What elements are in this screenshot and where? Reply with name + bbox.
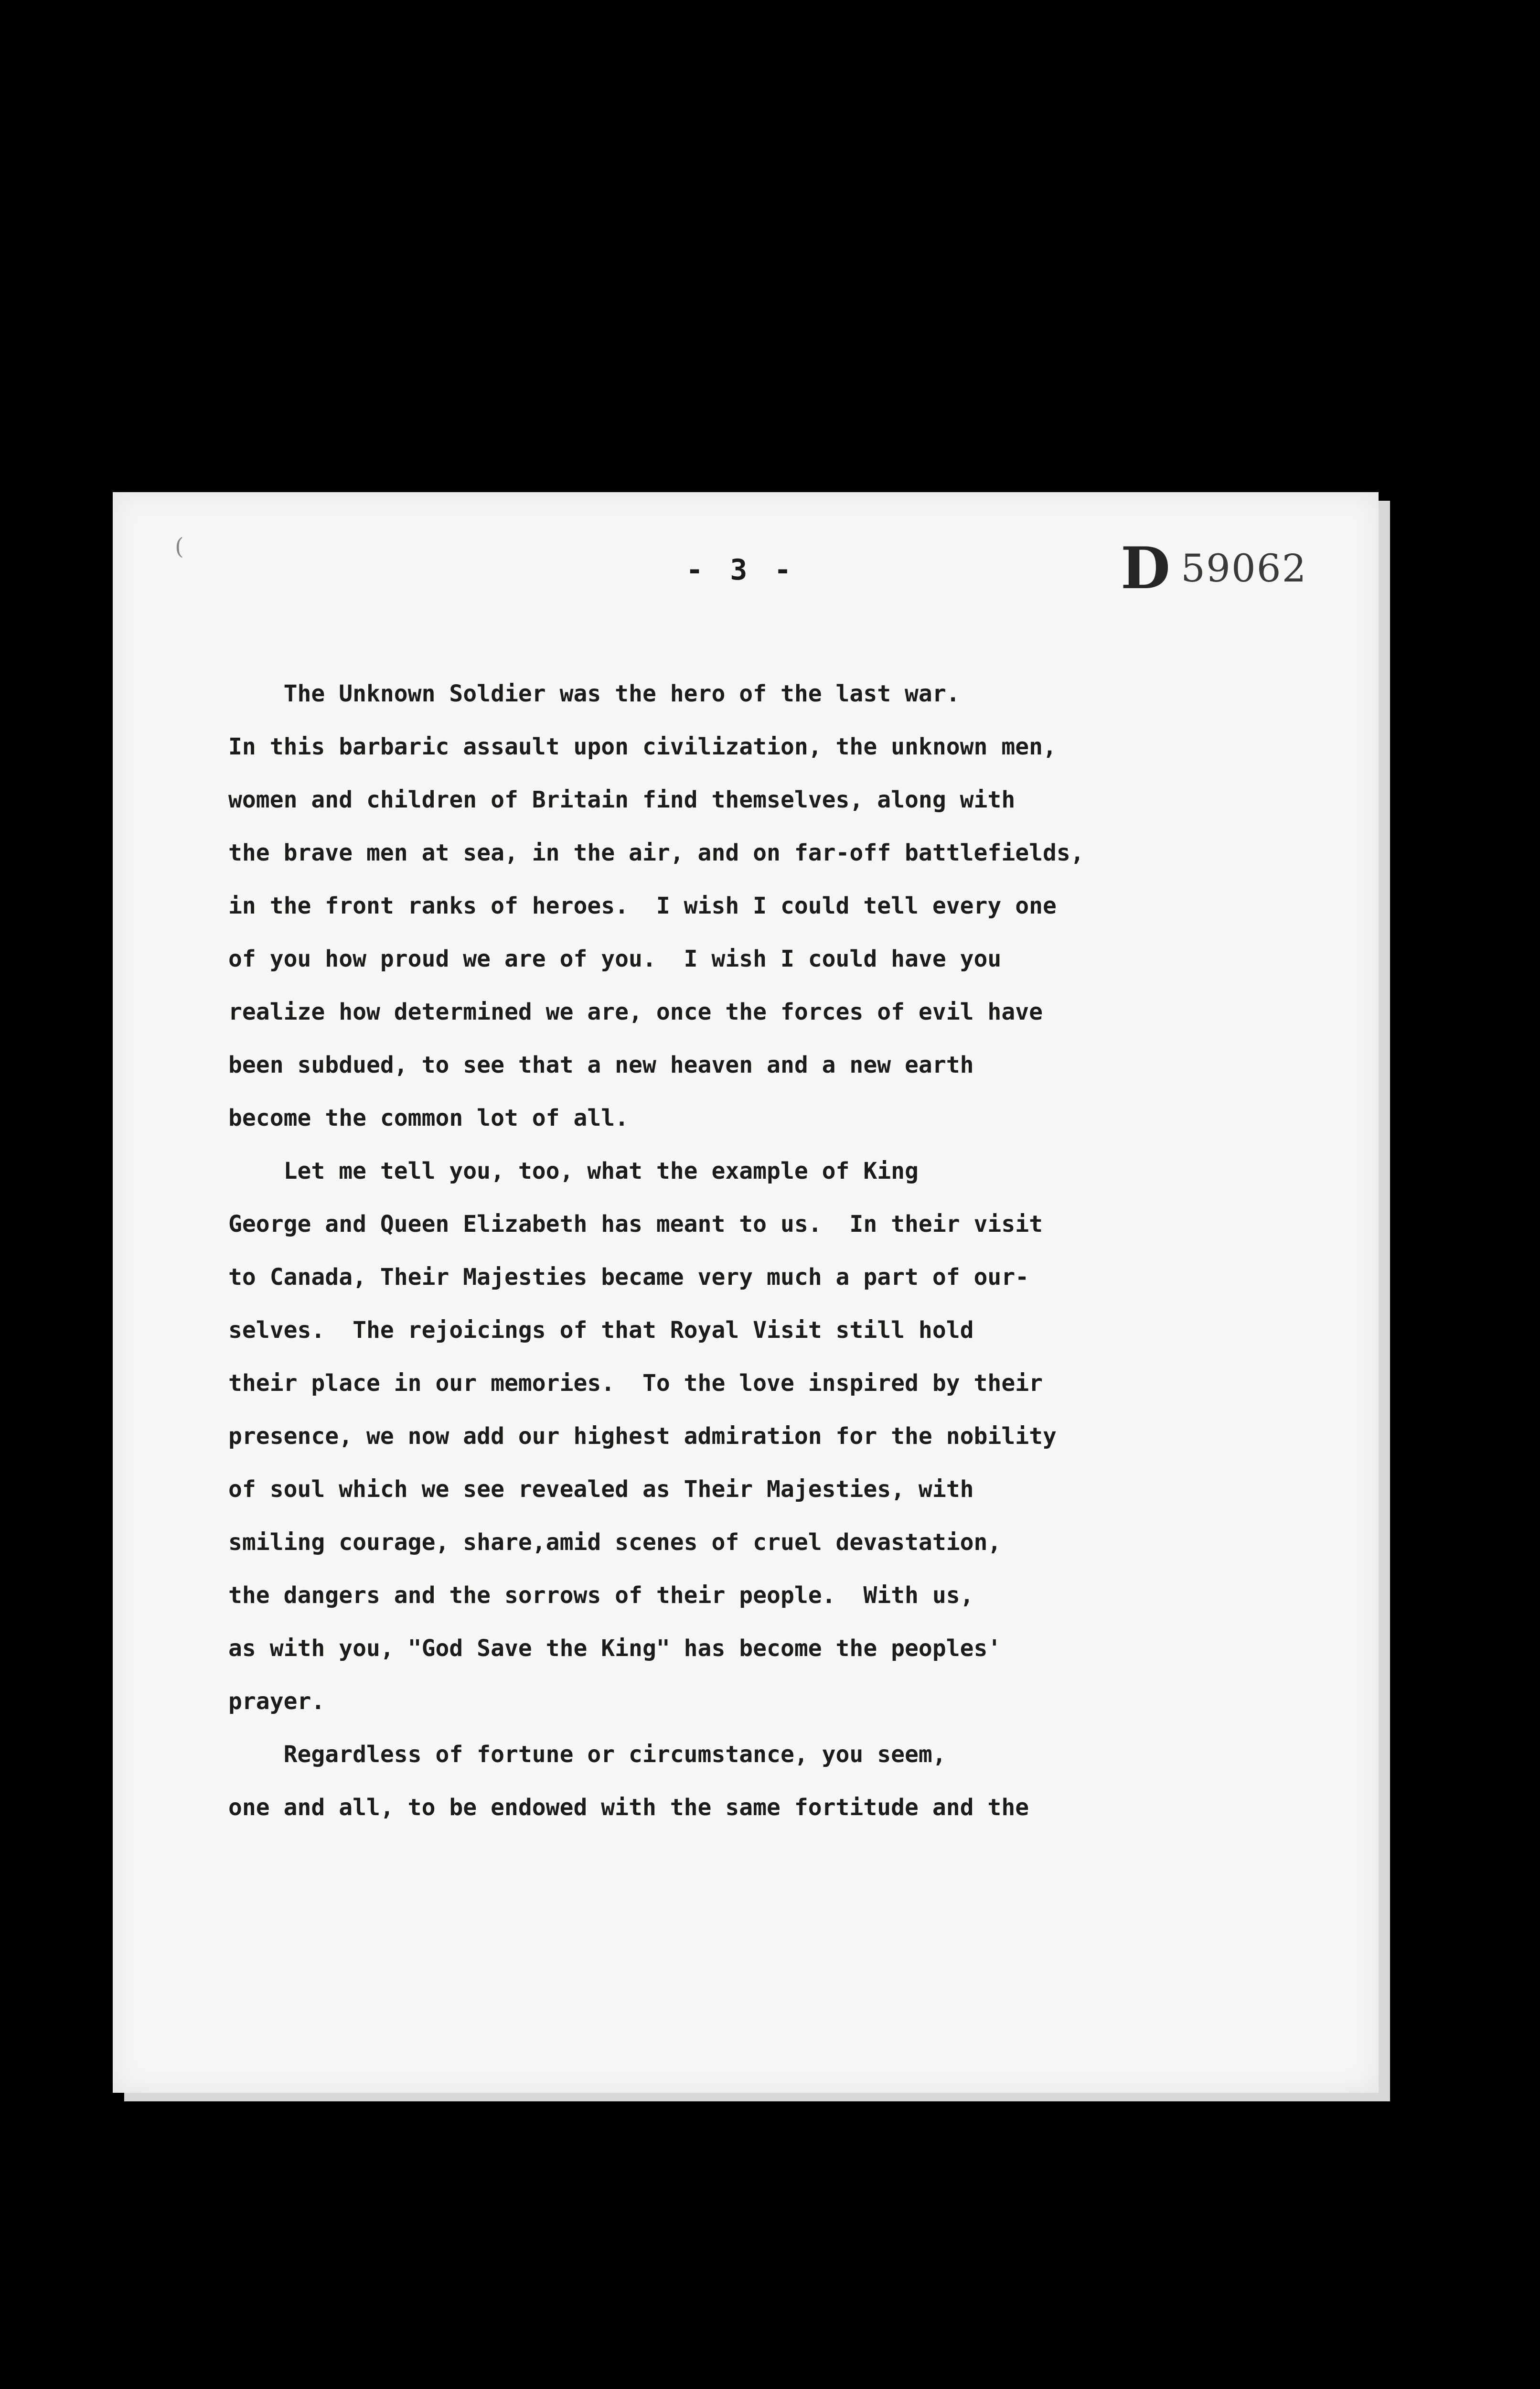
page-number: - 3 -	[686, 553, 796, 587]
text-line: women and children of Britain find themselves, along with	[228, 786, 1016, 813]
text-line: the dangers and the sorrows of their people. With us,	[228, 1582, 974, 1609]
text-line: of soul which we see revealed as Their Majesties, with	[228, 1476, 974, 1503]
text-line: The Unknown Soldier was the hero of the last war.	[228, 680, 960, 707]
text-line: as with you, "God Save the King" has become the peoples'	[228, 1635, 1002, 1662]
text-line: of you how proud we are of you. I wish I could have you	[228, 946, 1002, 972]
document-id-letter: D	[1121, 535, 1171, 602]
text-line: their place in our memories. To the love inspired by their	[228, 1370, 1043, 1397]
text-line: In this barbaric assault upon civilization, the unknown men,	[228, 733, 1057, 760]
text-line: one and all, to be endowed with the same fortitude and the	[228, 1794, 1029, 1821]
text-line: George and Queen Elizabeth has meant to us. In their visit	[228, 1211, 1043, 1238]
document-id-stamp	[1121, 535, 1307, 602]
document-id-number: 59062	[1181, 546, 1307, 591]
text-line: smiling courage, share,amid scenes of cruel devastation,	[228, 1529, 1002, 1556]
text-line: presence, we now add our highest admiration for the nobility	[228, 1423, 1057, 1450]
text-line: prayer.	[228, 1688, 325, 1715]
text-line: to Canada, Their Majesties became very much a part of our-	[228, 1264, 1029, 1291]
text-line: realize how determined we are, once the forces of evil have	[228, 999, 1043, 1025]
text-line: been subdued, to see that a new heaven and a new earth	[228, 1052, 974, 1078]
text-line: Regardless of fortune or circumstance, you seem,	[228, 1741, 946, 1768]
text-line: become the common lot of all.	[228, 1105, 629, 1131]
margin-mark: (	[175, 533, 184, 560]
text-line: in the front ranks of heroes. I wish I could tell every one	[228, 893, 1057, 919]
letter-body	[228, 679, 1084, 1821]
text-line: Let me tell you, too, what the example of King	[228, 1158, 919, 1184]
text-line: the brave men at sea, in the air, and on far-off battlefields,	[228, 839, 1084, 866]
text-line: selves. The rejoicings of that Royal Visit still hold	[228, 1317, 974, 1344]
